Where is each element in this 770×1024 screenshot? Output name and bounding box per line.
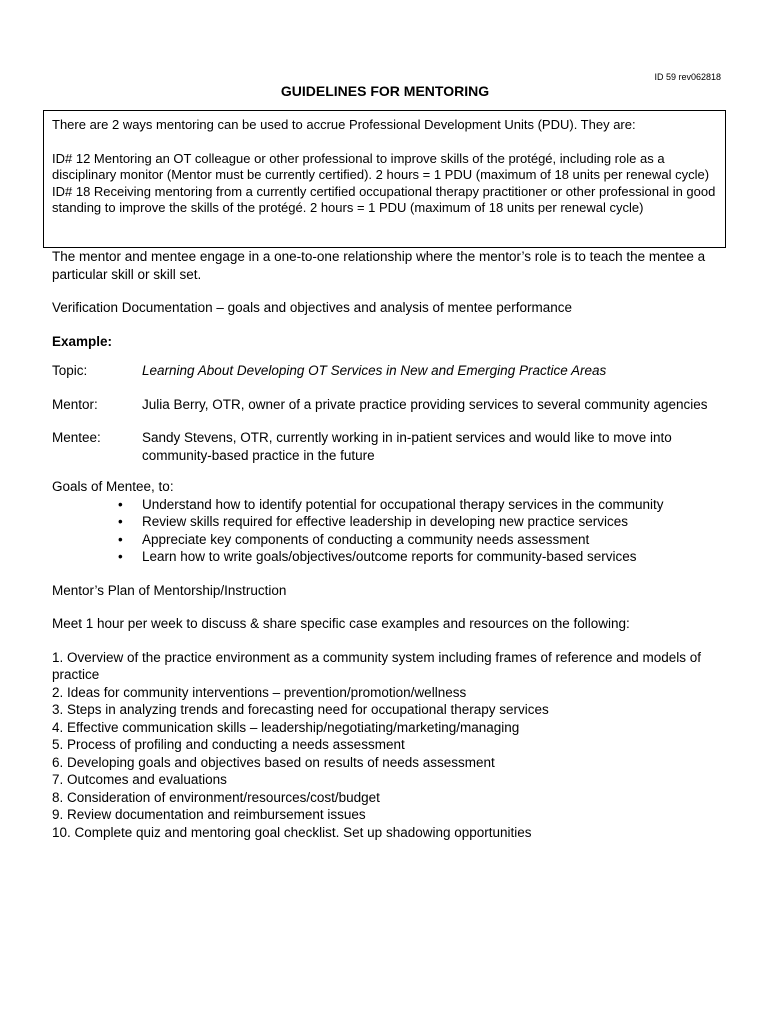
plan-item: 9. Review documentation and reimbursement issues [52,807,366,822]
document-title: GUIDELINES FOR MENTORING [280,83,490,99]
plan-item: 5. Process of profiling and conducting a needs assessment [52,737,405,752]
mentor-label: Mentor: [52,396,98,412]
plan-item: 4. Effective communication skills – leadership/negotiating/marketing/managing [52,719,520,735]
plan-item: 1. Overview of the practice environment as a community system including frames of reference and models of practice [52,649,702,682]
plan-item: 8. Consideration of environment/resources/cost/budget [52,789,380,805]
bullet-icon: • [118,549,123,564]
goal-item [118,496,732,514]
goals-list [52,496,732,566]
goal-text: Understand how to identify potential for occupational therapy services in the community [142,496,664,512]
bullet-icon: • [118,496,123,512]
topic-label: Topic: [52,363,88,378]
verification-paragraph: Verification Documentation – goals and objectives and analysis of mentee performance [52,300,573,315]
plan-item: 7. Outcomes and evaluations [52,772,227,787]
plan-item: 3. Steps in analyzing trends and forecasting need for occupational therapy services [52,702,549,717]
mentee-row [52,429,732,464]
plan-list [52,649,732,842]
plan-item: 6. Developing goals and objectives based on results of needs assessment [52,754,495,770]
pdu-intro-text: There are 2 ways mentoring can be used to accrue Professional Development Units (PDU). They are: [52,117,636,132]
mentee-label: Mentee: [52,430,101,445]
goals-heading: Goals of Mentee, to: [52,479,174,494]
goal-text: Learn how to write goals/objectives/outcome reports for community-based services [142,549,637,564]
topic-row [52,362,732,380]
relationship-paragraph: The mentor and mentee engage in a one-to-one relationship where the mentor’s role is to teach the mentee a particular skill or skill set. [52,249,706,282]
goal-item [118,531,732,549]
goal-text: Review skills required for effective leadership in developing new practice services [142,514,628,529]
topic-value: Learning About Developing OT Services in New and Emerging Practice Areas [142,363,607,378]
goal-text: Appreciate key components of conducting a community needs assessment [142,531,590,547]
plan-item: 10. Complete quiz and mentoring goal checklist. Set up shadowing opportunities [52,824,532,840]
mentee-value: Sandy Stevens, OTR, currently working in in-patient services and would like to move into community-based practice in the future [142,430,672,463]
document-id: ID 59 rev062818 [654,72,721,82]
meeting-paragraph: Meet 1 hour per week to discuss & share specific case examples and resources on the following: [52,616,630,631]
goal-item [118,513,732,531]
mentor-row [52,396,732,414]
document-body [52,248,732,841]
goal-item [118,548,732,566]
example-heading: Example: [52,333,113,349]
plan-heading: Mentor’s Plan of Mentorship/Instruction [52,582,287,598]
mentor-value: Julia Berry, OTR, owner of a private practice providing services to several community agencies [142,396,708,412]
pdu-info-box [43,110,726,248]
bullet-icon: • [118,531,123,547]
plan-item: 2. Ideas for community interventions – prevention/promotion/wellness [52,684,467,700]
pdu-option-id18: ID# 18 Receiving mentoring from a currently certified occupational therapy practitioner or other professional in good standing to improve the skills of the protégé. 2 hours = 1 PDU (maximum of 18 units per renewal cycle) [52,183,716,215]
pdu-option-id12: ID# 12 Mentoring an OT colleague or other professional to improve skills of the protégé, including role as a disciplinary monitor (Mentor must be currently certified). 2 hours = 1 PDU (maximum of 18 units per renewal cycle) [52,150,710,182]
bullet-icon: • [118,514,123,529]
